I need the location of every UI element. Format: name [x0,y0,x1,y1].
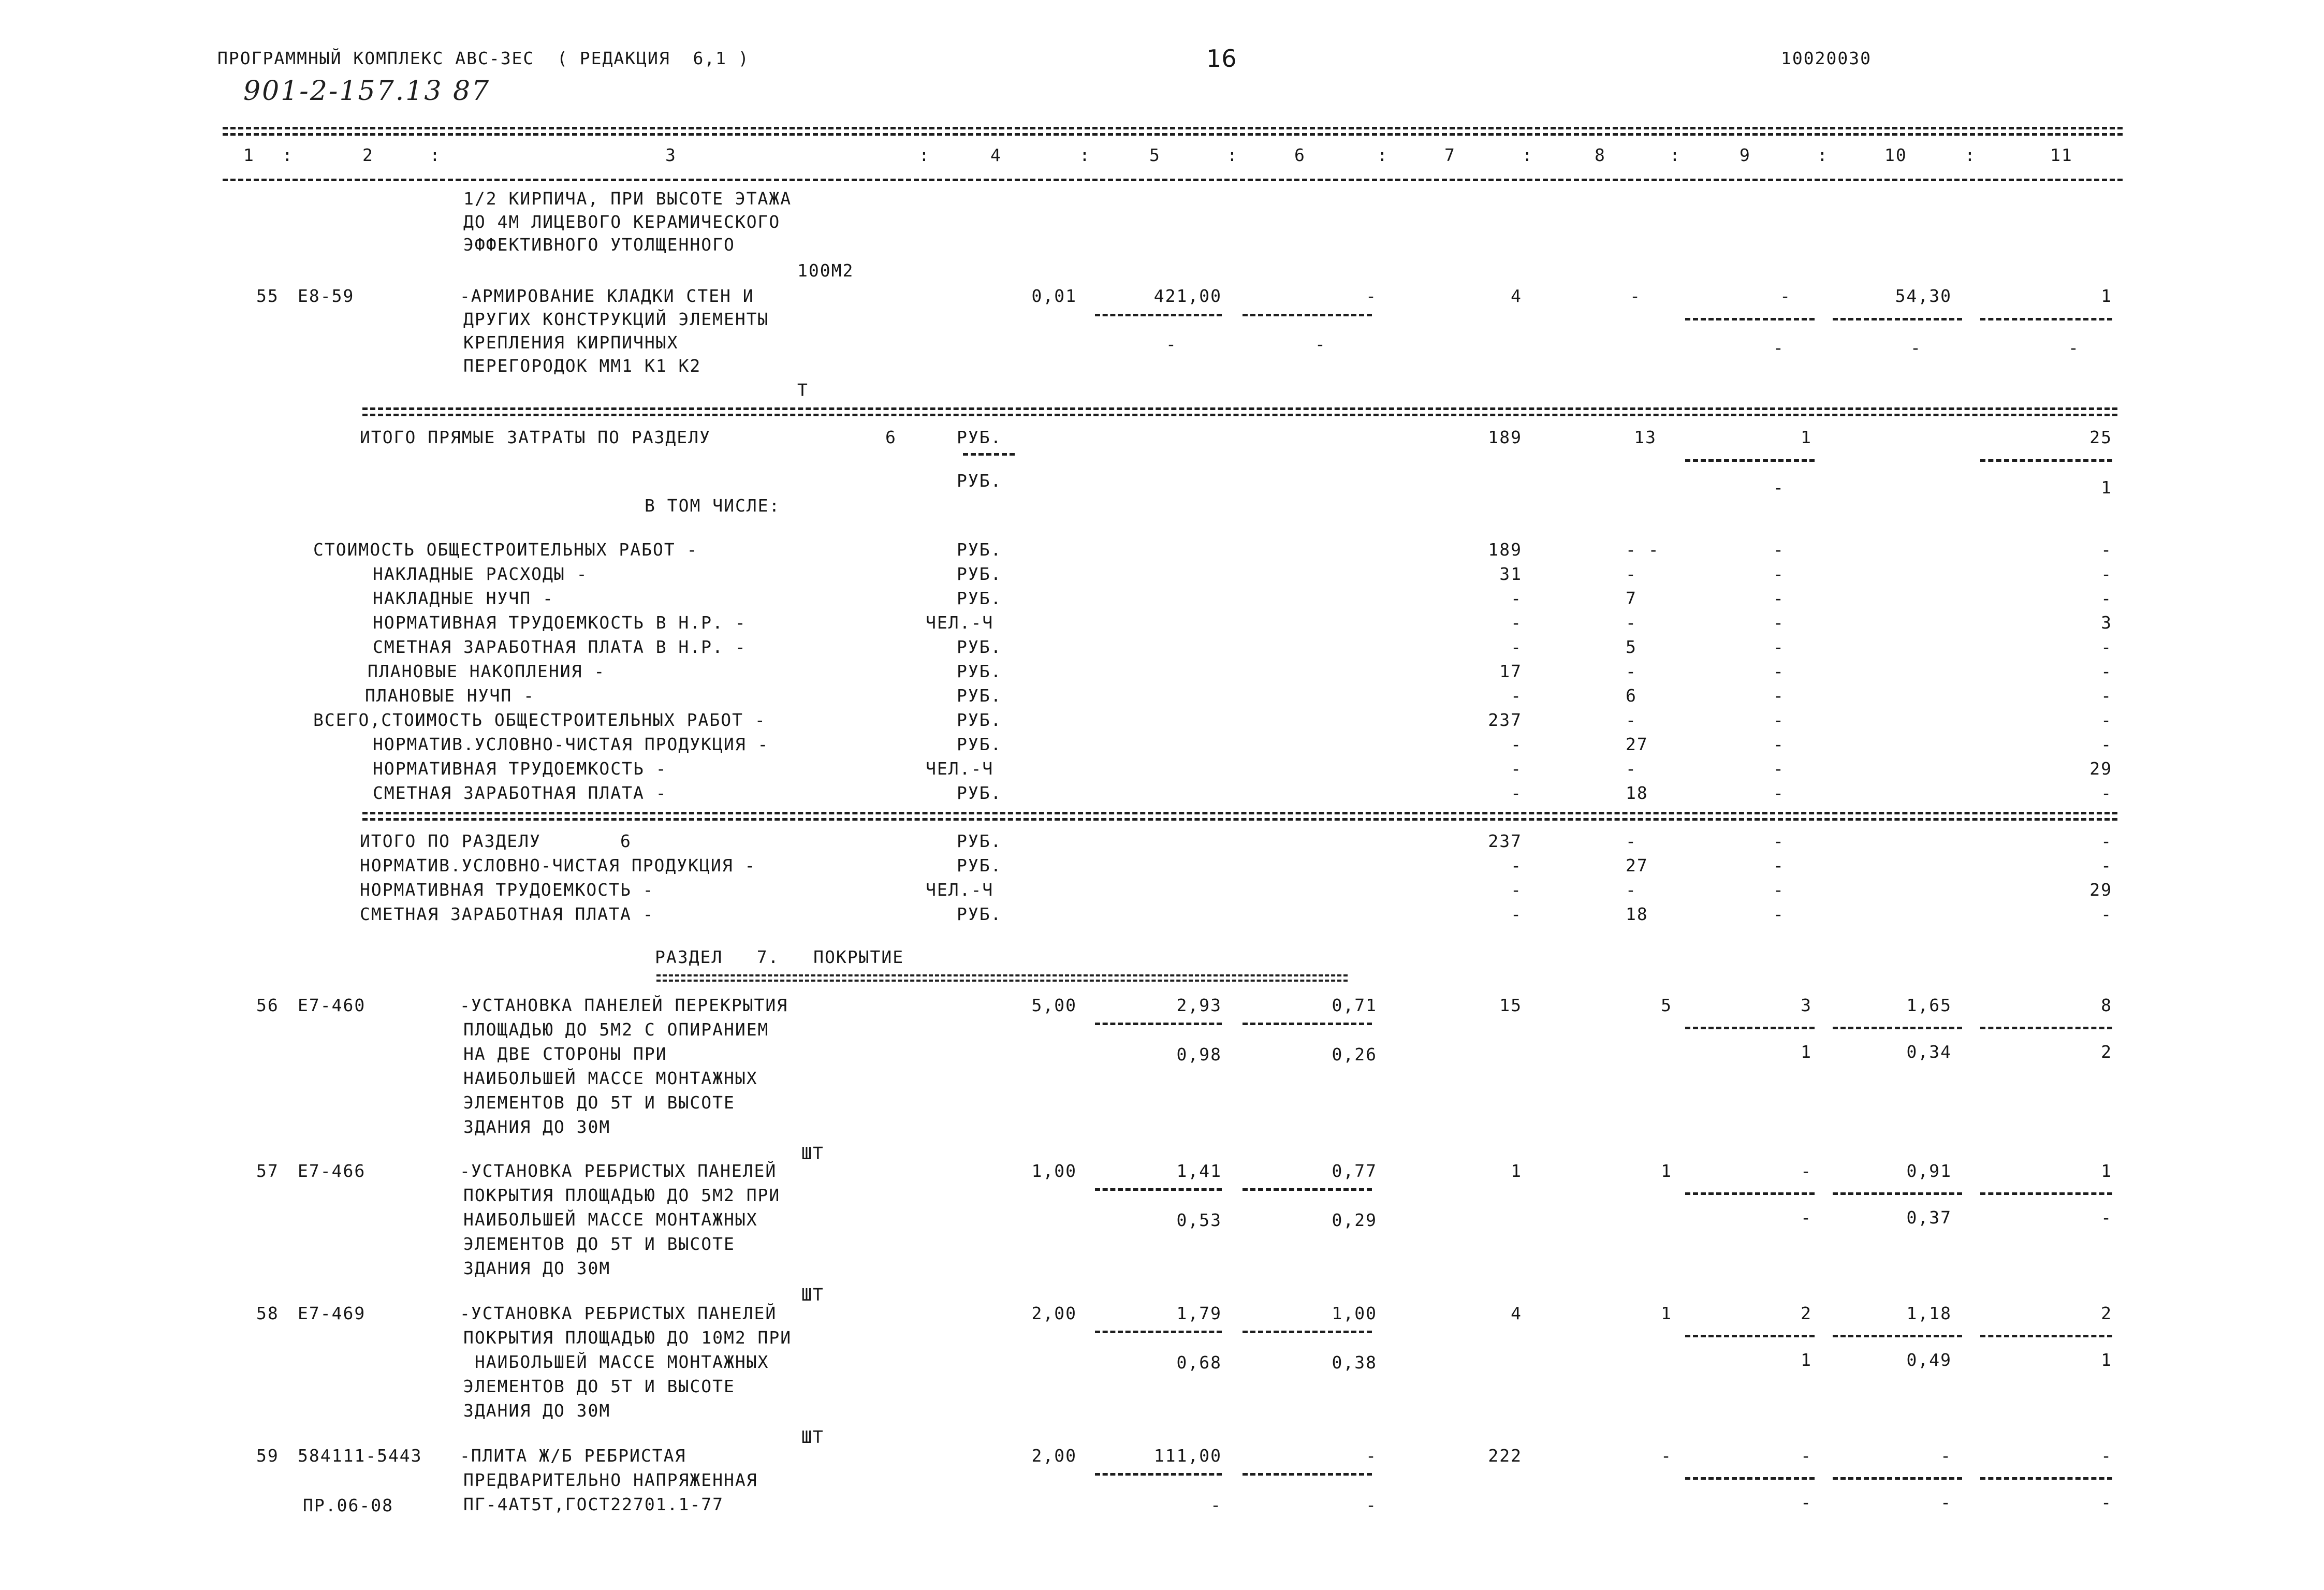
cell-unit-cost-salary: - [1210,1495,1222,1515]
cell-unit-cost: 421,00 [1153,286,1222,306]
cell-col-10-sub: 0,34 [1906,1042,1952,1062]
cell-quantity: 2,00 [1031,1303,1077,1323]
section-rule-2 [362,818,2117,821]
cell-total: 31 [1499,564,1522,584]
cell-col-10: 1,65 [1906,995,1952,1015]
cell-unit-cost: 1,41 [1176,1161,1222,1181]
cell-col-9: - [1773,564,1785,584]
cell-col-10-sub: - [1910,338,1922,358]
cell-total: 4 [1511,1303,1522,1323]
cell-col-9: 3 [1801,995,1812,1015]
cell-operation-salary: - [1315,334,1326,354]
col-10: 10 [1884,145,1907,165]
unit-of-measure: Т [797,380,809,400]
description-line: -АРМИРОВАНИЕ КЛАДКИ СТЕН И [460,286,754,306]
col-sep: : [282,145,294,165]
cell-col-11: 25 [2089,427,2112,447]
description-line: ЭЛЕМЕНТОВ ДО 5Т И ВЫСОТЕ [463,1234,735,1254]
description-line: ЭФФЕКТИВНОГО УТОЛЩЕННОГО [463,235,735,255]
cell-col-9: - [1773,734,1785,754]
breakdown-unit: РУБ. [957,637,1002,657]
cell-col-8: 18 [1626,904,1648,924]
header-top-rule [223,127,2123,129]
description-line: -УСТАНОВКА РЕБРИСТЫХ ПАНЕЛЕЙ [460,1161,777,1181]
cell-col-10-sub: 0,49 [1906,1350,1952,1370]
col-7: 7 [1444,145,1456,165]
cell-rule [1095,1023,1222,1025]
cell-quantity: 0,01 [1031,286,1077,306]
cell-col-11-sub: 1 [2101,1350,2112,1370]
header-bottom-rule [223,179,2123,181]
cell-operation-salary: 0,26 [1332,1044,1377,1064]
cell-col-8: - [1626,661,1637,681]
description-line: ПГ-4АТ5Т,ГОСТ22701.1-77 [463,1494,724,1514]
cell-total: - [1511,880,1522,900]
col-sep: : [1965,145,1976,165]
cell-col-8: 7 [1626,588,1637,608]
cell-col-9: 2 [1801,1303,1812,1323]
cell-col-9: - [1773,685,1785,706]
breakdown-unit: РУБ. [957,783,1002,803]
cell-unit-cost-salary: - [1166,334,1177,354]
cell-col-9: - [1773,710,1785,730]
cell-operation-cost: 0,77 [1332,1161,1377,1181]
cell-col-8: 1 [1661,1161,1672,1181]
cell-rule [1980,1477,2112,1480]
total-label: НОРМАТИВНАЯ ТРУДОЕМКОСТЬ - [360,880,654,900]
cell-col-11: - [2101,661,2112,681]
col-1: 1 [243,145,255,165]
cell-total: 237 [1488,831,1522,851]
cell-col-9: - [1773,831,1785,851]
breakdown-unit: РУБ. [957,734,1002,754]
cell-rule [1980,459,2112,462]
cell-total: - [1511,734,1522,754]
cell-rule [1095,314,1222,316]
cell-col-11: - [2101,855,2112,876]
col-sep: : [1670,145,1681,165]
breakdown-label: ПЛАНОВЫЕ НАКОПЛЕНИЯ - [368,661,606,681]
unit-of-measure: ШТ [801,1143,824,1163]
item-code: Е7-466 [298,1161,366,1181]
cell-rule [1095,1188,1222,1191]
cell-col-11: 3 [2101,612,2112,633]
col-9: 9 [1740,145,1751,165]
cell-col-8: 13 [1634,427,1657,447]
breakdown-label: НАКЛАДНЫЕ РАСХОДЫ - [373,564,588,584]
breakdown-unit: ЧЕЛ.-Ч [926,612,994,633]
cell-rule [1095,1473,1222,1476]
cell-rule [1243,1473,1372,1476]
breakdown-unit: РУБ. [957,539,1002,560]
cell-rule [1243,1188,1372,1191]
cell-col-11: - [2101,904,2112,924]
cell-total: 189 [1488,539,1522,560]
cell-col-8: - [1626,612,1637,633]
cell-col-9-sub: 1 [1801,1350,1812,1370]
summary-unit: РУБ. [957,427,1002,447]
cell-col-9: - [1773,783,1785,803]
cell-unit-cost-salary: 0,53 [1176,1210,1222,1230]
cell-total: 1 [1511,1161,1522,1181]
cell-rule [1243,314,1372,316]
cell-col-9-sub: 1 [1801,1042,1812,1062]
cell-col-8: - [1626,564,1637,584]
col-sep: : [1377,145,1388,165]
cell-col-11: - [2101,783,2112,803]
cell-col-11: 1 [2101,286,2112,306]
cell-total: 4 [1511,286,1522,306]
cell-operation-cost: - [1366,286,1377,306]
description-line: ПОКРЫТИЯ ПЛОЩАДЬЮ ДО 10М2 ПРИ [463,1328,792,1348]
cell-col-9: - [1773,855,1785,876]
breakdown-unit: РУБ. [957,564,1002,584]
cell-unit-cost: 111,00 [1153,1446,1222,1466]
total-unit: РУБ. [957,855,1002,876]
unit-of-measure: ШТ [801,1285,824,1305]
breakdown-label: СТОИМОСТЬ ОБЩЕСТРОИТЕЛЬНЫХ РАБОТ - [313,539,698,560]
cell-col-8: - [1626,880,1637,900]
cell-unit-cost-salary: 0,98 [1176,1044,1222,1064]
cell-col-8: 6 [1626,685,1637,706]
cell-rule [1980,1192,2112,1195]
cell-col-9: - [1801,1446,1812,1466]
cell-total: - [1511,904,1522,924]
cell-unit-cost: 2,93 [1176,995,1222,1015]
cell-col-8: 27 [1626,734,1648,754]
cell-col-11: - [2101,831,2112,851]
cell-col-11: - [2101,588,2112,608]
total-unit: РУБ. [957,904,1002,924]
cell-col-10-sub: - [1940,1492,1952,1512]
cell-col-9: - [1773,661,1785,681]
section-number: 6 [885,427,897,447]
col-11: 11 [2050,145,2073,165]
cell-col-11: - [2101,1446,2112,1466]
section-rule-2 [362,414,2117,416]
cell-rule [1685,1192,1815,1195]
cell-total: - [1511,588,1522,608]
cell-operation-cost: 1,00 [1332,1303,1377,1323]
cell-col-11-sub: - [2068,338,2080,358]
description-line: 1/2 КИРПИЧА, ПРИ ВЫСОТЕ ЭТАЖА [463,188,792,209]
breakdown-label: СМЕТНАЯ ЗАРАБОТНАЯ ПЛАТА В Н.Р. - [373,637,747,657]
cell-rule [1980,1335,2112,1337]
cell-total: 17 [1499,661,1522,681]
cell-col-9-sub: - [1801,1207,1812,1228]
breakdown-label: НОРМАТИВНАЯ ТРУДОЕМКОСТЬ - [373,758,667,779]
breakdown-label: НОРМАТИВ.УСЛОВНО-ЧИСТАЯ ПРОДУКЦИЯ - [373,734,769,754]
cell-unit-cost-salary: 0,68 [1176,1352,1222,1373]
description-line: КРЕПЛЕНИЯ КИРПИЧНЫХ [463,332,679,353]
cell-col-11: 8 [2101,995,2112,1015]
total-label: НОРМАТИВ.УСЛОВНО-ЧИСТАЯ ПРОДУКЦИЯ - [360,855,756,876]
cell-col-9: - [1773,758,1785,779]
cell-quantity: 1,00 [1031,1161,1077,1181]
description-line: НАИБОЛЬШЕЙ МАССЕ МОНТАЖНЫХ [463,1068,758,1088]
cell-rule [1833,1335,1962,1337]
total-label: ИТОГО ПО РАЗДЕЛУ 6 [360,831,632,851]
cell-col-11: - [2101,685,2112,706]
description-line: -ПЛИТА Ж/Б РЕБРИСТАЯ [460,1446,686,1466]
section-title: РАЗДЕЛ 7. ПОКРЫТИЕ [655,947,904,967]
cell-col-8: - [1626,758,1637,779]
cell-col-11: 1 [2101,1161,2112,1181]
description-line: НАИБОЛЬШЕЙ МАССЕ МОНТАЖНЫХ [463,1352,769,1372]
page-number: 16 [1206,45,1237,72]
breakdown-unit: РУБ. [957,588,1002,608]
description-line: ЗДАНИЯ ДО 30М [463,1258,611,1278]
cell-total: 222 [1488,1446,1522,1466]
cell-total: - [1511,612,1522,633]
description-line: ПОКРЫТИЯ ПЛОЩАДЬЮ ДО 5М2 ПРИ [463,1185,781,1205]
item-number: 59 [256,1446,279,1466]
col-sep: : [430,145,441,165]
breakdown-unit: РУБ. [957,685,1002,706]
col-sep: : [1817,145,1829,165]
cell-col-11-sub: 2 [2101,1042,2112,1062]
handwritten-reference: 901-2-157.13 87 [243,76,491,107]
cell-col-11: 2 [2101,1303,2112,1323]
cell-total: - [1511,637,1522,657]
cell-col-11: - [2101,564,2112,584]
description-line: -УСТАНОВКА РЕБРИСТЫХ ПАНЕЛЕЙ [460,1303,777,1323]
cell-col-9: - [1801,1161,1812,1181]
cell-col-9-sub: - [1801,1492,1812,1512]
description-line: ЭЛЕМЕНТОВ ДО 5Т И ВЫСОТЕ [463,1092,735,1113]
description-line: ЗДАНИЯ ДО 30М [463,1117,611,1137]
cell-col-8: 5 [1661,995,1672,1015]
summary-label: ИТОГО ПРЯМЫЕ ЗАТРАТЫ ПО РАЗДЕЛУ [360,427,711,447]
document-code: 10020030 [1781,48,1872,68]
unit-of-measure: 100М2 [797,260,854,281]
cell-total: 189 [1488,427,1522,447]
cell-rule [1833,1192,1962,1195]
total-label: СМЕТНАЯ ЗАРАБОТНАЯ ПЛАТА - [360,904,654,924]
breakdown-unit: РУБ. [957,661,1002,681]
cell-rule [1833,1477,1962,1480]
program-title: ПРОГРАММНЫЙ КОМПЛЕКС АВС-3ЕС ( РЕДАКЦИЯ 6,1 ) [217,48,750,68]
col-sep: : [1227,145,1238,165]
item-number: 58 [256,1303,279,1323]
cell-col-11: - [2101,734,2112,754]
section-rule [362,812,2117,814]
cell-rule [1685,1335,1815,1337]
cell-col-8: - - [1626,539,1660,560]
cell-col-9: - [1773,637,1785,657]
cell-col-9: - [1773,904,1785,924]
col-sep: : [1522,145,1533,165]
cell-rule [1685,459,1815,462]
cell-total: - [1511,783,1522,803]
cell-col-10: - [1940,1446,1952,1466]
cell-rule [1833,1027,1962,1029]
header-top-rule-2 [223,133,2123,136]
cell-col-8: 1 [1661,1303,1672,1323]
description-line: ПЛОЩАДЬЮ ДО 5М2 С ОПИРАНИЕМ [463,1019,769,1040]
cell-total: 237 [1488,710,1522,730]
section-rule [362,407,2117,410]
cell-col-10: 54,30 [1895,286,1952,306]
cell-rule [1685,318,1815,320]
col-6: 6 [1294,145,1306,165]
unit-rule [963,453,1015,456]
cell-col-8: - [1630,286,1641,306]
cell-rule [1685,1027,1815,1029]
total-unit: ЧЕЛ.-Ч [926,880,994,900]
summary-unit: РУБ. [957,471,1002,491]
description-line: НАИБОЛЬШЕЙ МАССЕ МОНТАЖНЫХ [463,1209,758,1230]
description-line: -УСТАНОВКА ПАНЕЛЕЙ ПЕРЕКРЫТИЯ [460,995,788,1015]
cell-col-8: 27 [1626,855,1648,876]
col-sep: : [919,145,930,165]
cell-col-10-sub: 0,37 [1906,1207,1952,1228]
cell-col-10: 0,91 [1906,1161,1952,1181]
including-label: В ТОМ ЧИСЛЕ: [645,495,781,516]
cell-col-8: 5 [1626,637,1637,657]
title-double-underline [656,974,1348,982]
cell-col-9: - [1773,588,1785,608]
cell-col-8: 18 [1626,783,1648,803]
cell-total: 15 [1499,995,1522,1015]
description-line: ДО 4М ЛИЦЕВОГО КЕРАМИЧЕСКОГО [463,212,781,232]
item-number: 56 [256,995,279,1015]
cell-operation-cost: 0,71 [1332,995,1377,1015]
cell-col-9: - [1780,286,1791,306]
cell-operation-salary: - [1366,1495,1377,1515]
item-code: Е7-460 [298,995,366,1015]
cell-col-11: 29 [2089,880,2112,900]
description-line: ДРУГИХ КОНСТРУКЦИЙ ЭЛЕМЕНТЫ [463,309,769,329]
cell-col-8: - [1661,1446,1672,1466]
breakdown-label: СМЕТНАЯ ЗАРАБОТНАЯ ПЛАТА - [373,783,667,803]
breakdown-label: НОРМАТИВНАЯ ТРУДОЕМКОСТЬ В Н.Р. - [373,612,747,633]
cell-operation-salary: 0,38 [1332,1352,1377,1373]
cell-col-9-sub: - [1773,338,1785,358]
cell-operation-cost: - [1366,1446,1377,1466]
col-4: 4 [990,145,1002,165]
breakdown-label: ПЛАНОВЫЕ НУЧП - [365,685,535,706]
item-code-secondary: ПР.06-08 [303,1495,393,1515]
cell-rule [1980,318,2112,320]
cell-total: - [1511,758,1522,779]
cell-rule [1095,1331,1222,1333]
cell-quantity: 5,00 [1031,995,1077,1015]
cell-rule [1980,1027,2112,1029]
description-line: ПЕРЕГОРОДОК ММ1 К1 К2 [463,356,701,376]
item-code: 584111-5443 [298,1446,422,1466]
col-sep: : [1079,145,1091,165]
description-line: ПРЕДВАРИТЕЛЬНО НАПРЯЖЕННАЯ [463,1470,758,1490]
breakdown-unit: ЧЕЛ.-Ч [926,758,994,779]
cell-unit-cost: 1,79 [1176,1303,1222,1323]
col-5: 5 [1149,145,1161,165]
cell-col-9-sub: - [1773,477,1785,498]
cell-operation-salary: 0,29 [1332,1210,1377,1230]
cell-col-11-sub: - [2101,1492,2112,1512]
cell-col-9: - [1773,539,1785,560]
cell-col-11: - [2101,539,2112,560]
cell-rule [1685,1477,1815,1480]
cell-col-9: 1 [1801,427,1812,447]
cell-col-8: - [1626,831,1637,851]
cell-col-11: - [2101,710,2112,730]
item-code: Е7-469 [298,1303,366,1323]
col-3: 3 [665,145,677,165]
breakdown-label: ВСЕГО,СТОИМОСТЬ ОБЩЕСТРОИТЕЛЬНЫХ РАБОТ - [313,710,766,730]
col-2: 2 [362,145,374,165]
cell-rule [1243,1023,1372,1025]
description-line: ЭЛЕМЕНТОВ ДО 5Т И ВЫСОТЕ [463,1376,735,1396]
cell-col-9: - [1773,880,1785,900]
description-line: НА ДВЕ СТОРОНЫ ПРИ [463,1044,667,1064]
cell-total: - [1511,685,1522,706]
cell-col-8: - [1626,710,1637,730]
breakdown-label: НАКЛАДНЫЕ НУЧП - [373,588,554,608]
cell-quantity: 2,00 [1031,1446,1077,1466]
unit-of-measure: ШТ [801,1427,824,1447]
item-number: 55 [256,286,279,306]
col-8: 8 [1595,145,1606,165]
item-number: 57 [256,1161,279,1181]
cell-col-9: - [1773,612,1785,633]
cell-col-11: 29 [2089,758,2112,779]
cell-col-10: 1,18 [1906,1303,1952,1323]
cell-total: - [1511,855,1522,876]
cell-col-11-sub: 1 [2101,477,2112,498]
cell-col-11-sub: - [2101,1207,2112,1228]
cell-rule [1243,1331,1372,1333]
cell-rule [1833,318,1962,320]
cell-col-11: - [2101,637,2112,657]
description-line: ЗДАНИЯ ДО 30М [463,1401,611,1421]
breakdown-unit: РУБ. [957,710,1002,730]
item-code: Е8-59 [298,286,355,306]
total-unit: РУБ. [957,831,1002,851]
